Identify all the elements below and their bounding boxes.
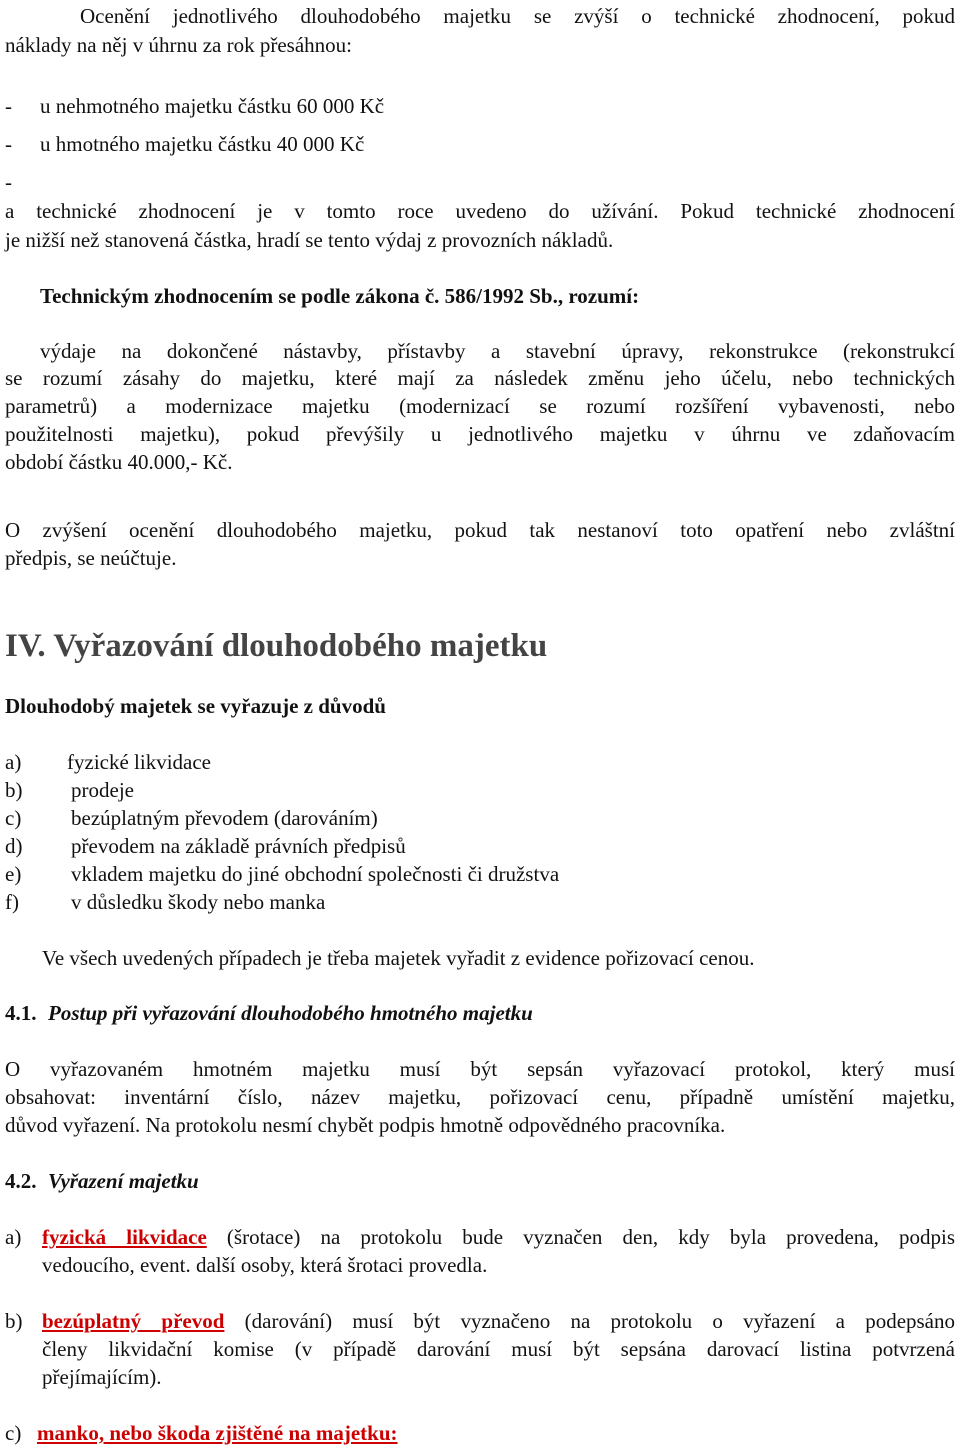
list-text: prodeje [71,778,134,802]
sub41-line-3: důvod vyřazení. Na protokolu nesmí chybět podpis hmotně odpovědného pracovníka. [5,1113,726,1137]
increase-note-line-1: O zvýšení ocenění dlouhodobého majetku, pokud tak nestanoví toto opatření nebo zvláštní [5,518,955,542]
definition-line-4: použitelnosti majetku), pokud převýšily u jednotlivého majetku v úhrnu ve zdaňovacím [5,422,955,446]
list-marker: e) [5,862,22,886]
list-marker: f) [5,890,19,914]
list-text: vkladem majetku do jiné obchodní společnosti či družstva [71,862,560,886]
item-b-rest: (darování) musí být vyznačeno na protokolu o vyřazení a podepsáno [224,1309,956,1333]
item-b-highlight: bezúplatný převod [42,1309,225,1333]
definition-line-3: parametrů) a modernizace majetku (modernizací se rozumí rozšíření vybavenosti, nebo [5,394,955,418]
sub41-title: Postup při vyřazování dlouhodobého hmotného majetku [48,1001,533,1025]
item-a-marker: a) [5,1225,22,1249]
sub42-number: 4.2. [5,1169,37,1193]
increase-note-line-2: předpis, se neúčtuje. [5,546,177,570]
evidence-note: Ve všech uvedených případech je třeba majetek vyřadit z evidence pořizovací cenou. [42,946,755,970]
item-b-line-2: členy likvidační komise (v případě darování musí být sepsána darovací listina potvrzená [42,1337,955,1361]
list-text: v důsledku škody nebo manka [71,890,326,914]
item-b-marker: b) [5,1309,23,1333]
item-c-line-1 [37,1419,398,1447]
list-marker: d) [5,834,23,858]
threshold-marker-1: - [5,94,12,118]
definition-line-1: výdaje na dokončené nástavby, přístavby a stavební úpravy, rekonstrukce (rekonstrukcí [40,339,955,363]
list-marker: b) [5,778,23,802]
threshold-text-1: u nehmotného majetku částku 60 000 Kč [40,94,385,118]
definition-heading: Technickým zhodnocením se podle zákona č. 586/1992 Sb., rozumí: [40,284,640,308]
sub41-line-2: obsahovat: inventární číslo, název majetku, pořizovací cenu, případně umístění majetku, [5,1085,955,1109]
definition-line-2: se rozumí zásahy do majetku, které mají za následek změnu jeho účelu, nebo technických [5,366,955,390]
sub42-title: Vyřazení majetku [48,1169,199,1193]
usage-line-2: je nižší než stanovená částka, hradí se tento výdaj z provozních nákladů. [5,228,614,252]
threshold-text-2: u hmotného majetku částku 40 000 Kč [40,132,365,156]
threshold-marker-2: - [5,132,12,156]
item-a-line-2: vedoucího, event. další osoby, která šrotaci provedla. [42,1253,488,1277]
list-marker: c) [5,806,22,830]
threshold-marker-3: - [5,170,12,194]
sub41-line-1: O vyřazovaném hmotném majetku musí být sepsán vyřazovací protokol, který musí [5,1057,955,1081]
item-b-line-1 [42,1307,955,1335]
item-c-marker: c) [5,1421,22,1445]
item-c-highlight: manko, nebo škoda zjištěné na majetku: [37,1421,398,1445]
intro-line-2: náklady na něj v úhrnu za rok přesáhnou: [5,33,352,57]
item-a-line-1 [42,1223,955,1251]
item-b-line-3: přejímajícím). [42,1365,162,1389]
intro-line-1: Ocenění jednotlivého dlouhodobého majetku se zvýší o technické zhodnocení, pokud [80,4,955,28]
section-title: IV. Vyřazování dlouhodobého majetku [5,628,548,664]
list-text: bezúplatným převodem (darováním) [71,806,378,830]
list-text: fyzické likvidace [67,750,212,774]
item-a-highlight: fyzická likvidace [42,1225,207,1249]
item-a-rest: (šrotace) na protokolu bude vyznačen den, kdy byla provedena, podpis [206,1225,955,1249]
definition-line-5: období částku 40.000,- Kč. [5,450,233,474]
sub41-number: 4.1. [5,1001,37,1025]
list-marker: a) [5,750,22,774]
reasons-heading: Dlouhodobý majetek se vyřazuje z důvodů [5,694,386,718]
list-text: převodem na základě právních předpisů [71,834,406,858]
usage-line-1: a technické zhodnocení je v tomto roce uvedeno do užívání. Pokud technické zhodnocení [5,199,955,223]
